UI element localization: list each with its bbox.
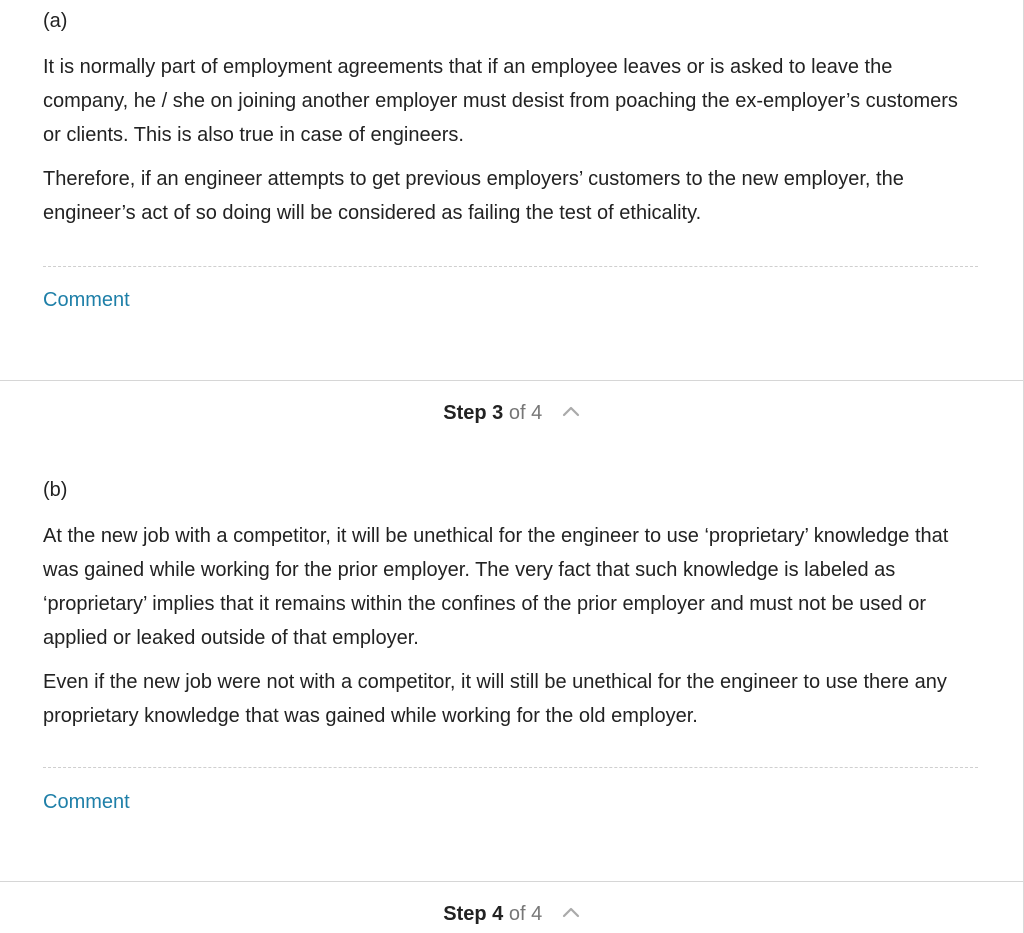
- step-3-divider: [43, 767, 978, 768]
- part-label-a: (a): [43, 10, 68, 32]
- step-3-body: [43, 477, 978, 733]
- step-2-paragraph-1: It is normally part of employment agreements that if an employee leaves or is asked to leave the company, he / she on joining another employer must desist from poaching the ex-employer’s customers or clients. This is also true in case of engineers.: [43, 56, 958, 146]
- step-3-paragraph-1: At the new job with a competitor, it will be unethical for the engineer to use ‘proprietary’ knowledge that was gained while working for the prior employer. The very fact that such knowledge is labeled as ‘proprietary’ implies that it remains within the confines of the prior employer and must not be used or applied or leaked outside of that employer.: [43, 525, 949, 649]
- step-separator: [0, 380, 1023, 381]
- step-3-header[interactable]: [0, 400, 1023, 426]
- step-separator: [0, 881, 1023, 882]
- step-3-of-total: of 4: [508, 402, 543, 424]
- step-2-comment-link[interactable]: Comment: [43, 289, 130, 311]
- step-3-comment-link[interactable]: Comment: [43, 791, 130, 813]
- step-4-word: Step 4: [443, 903, 504, 925]
- part-label-b: (b): [43, 479, 68, 501]
- chevron-up-icon[interactable]: [562, 404, 580, 418]
- step-4-of-total: of 4: [508, 903, 543, 925]
- step-4-header[interactable]: [0, 901, 1023, 927]
- step-2-body: [43, 8, 978, 230]
- step-3-word: Step 3: [443, 402, 504, 424]
- chevron-up-icon[interactable]: [562, 905, 580, 919]
- step-2-divider: [43, 266, 978, 267]
- step-2-paragraph-2: Therefore, if an engineer attempts to get previous employers’ customers to the new employer, the engineer’s act of so doing will be considered as failing the test of ethicality.: [43, 168, 904, 224]
- step-3-paragraph-2: Even if the new job were not with a competitor, it will still be unethical for the engineer to use there any proprietary knowledge that was gained while working for the old employer.: [43, 671, 947, 727]
